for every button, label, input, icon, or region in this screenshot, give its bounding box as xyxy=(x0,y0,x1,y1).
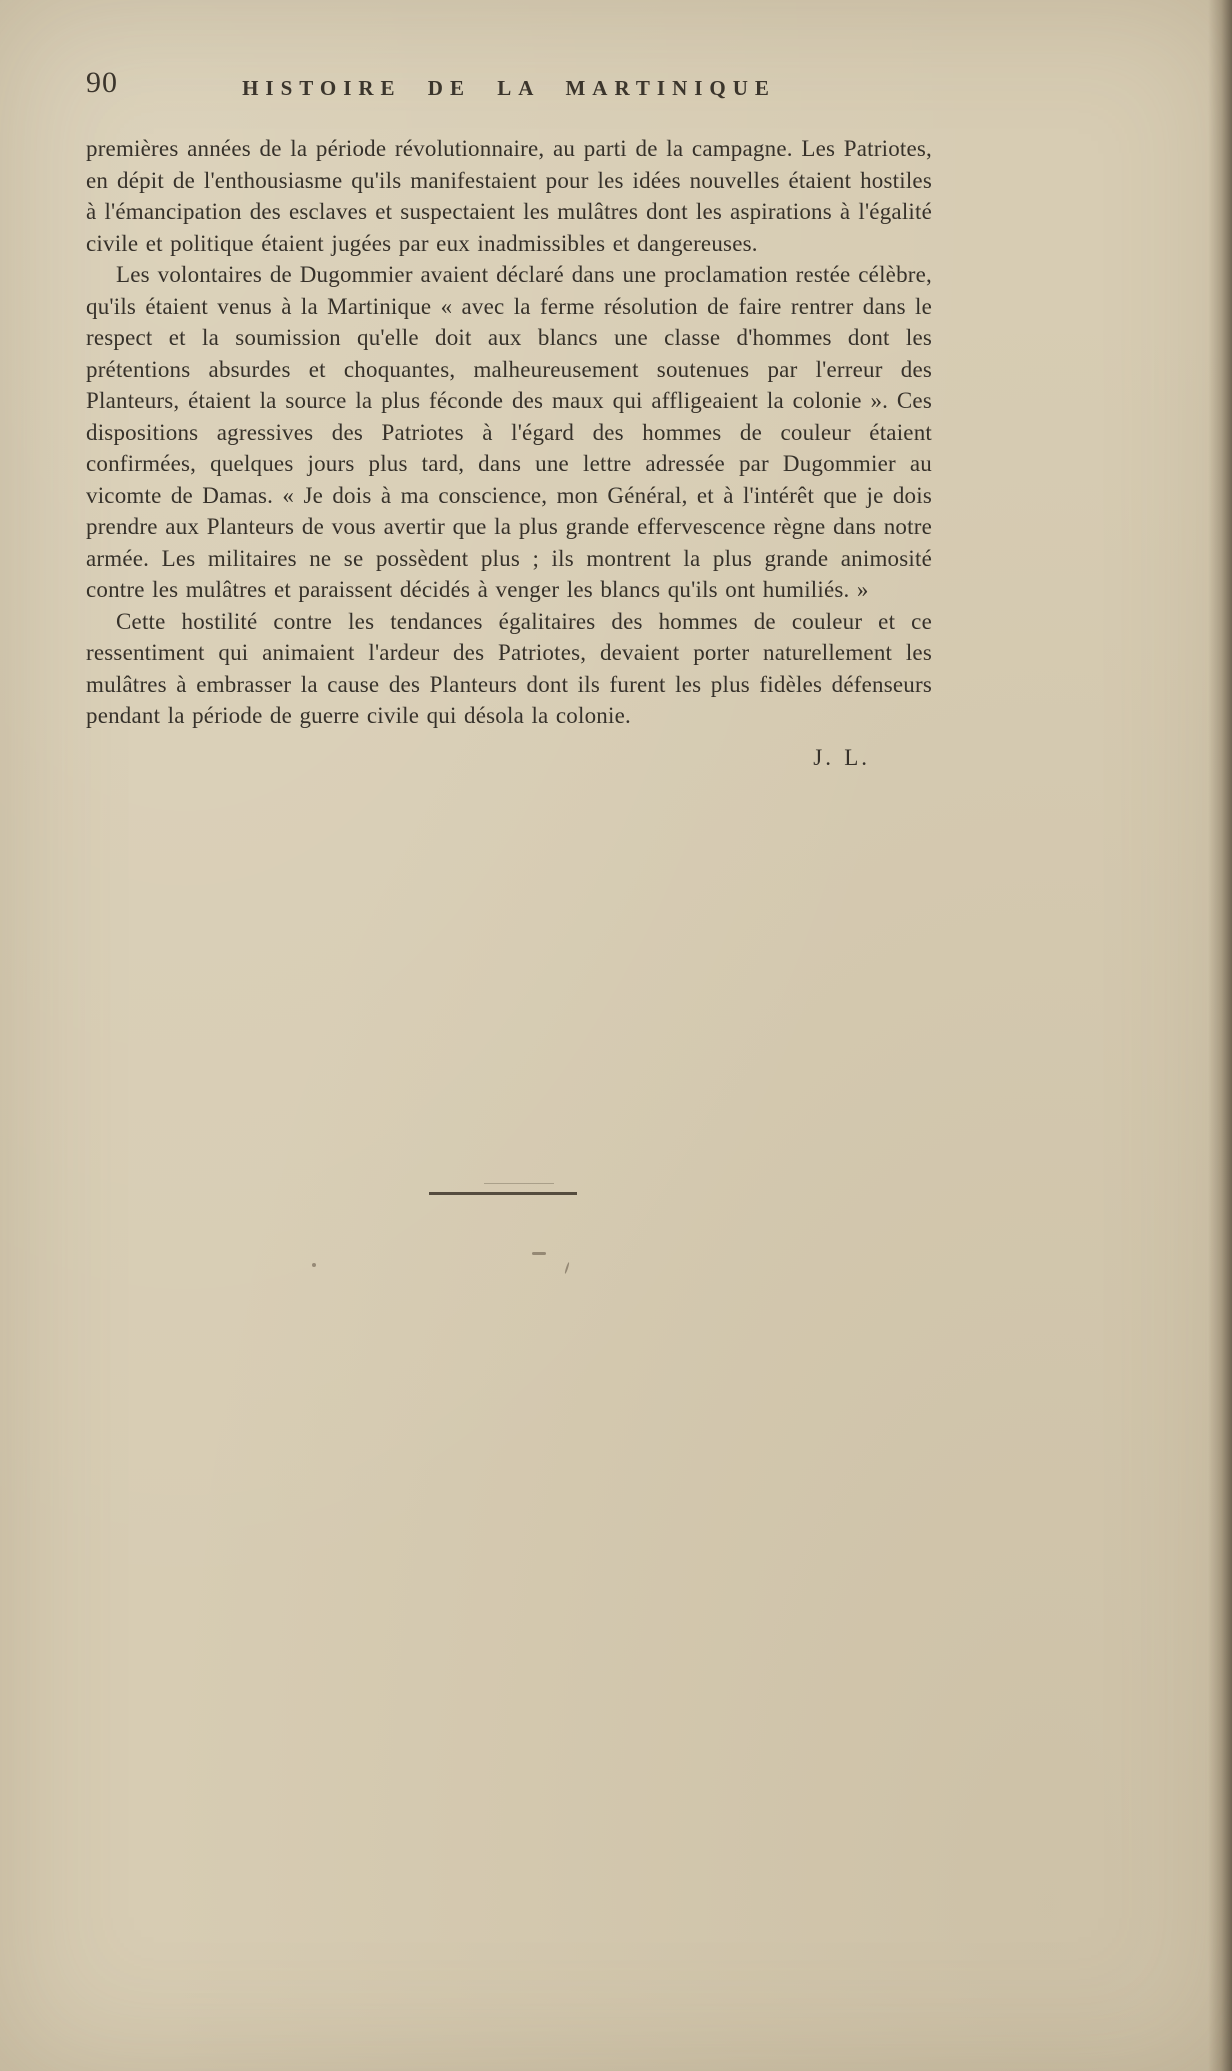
paragraph-1: premières années de la période révolutionnaire, au parti de la campagne. Les Patriotes, en dépit de l'enthousiasme qu'ils manifestaient pour les idées nouvelles étaient hostiles à l'émancipation des esclaves et suspectaient les mulâtres dont les aspirations à l'égalité civile et politique étaient jugées par eux inadmissibles et dangereuses. xyxy=(86,136,932,256)
paragraph-3: Cette hostilité contre les tendances égalitaires des hommes de couleur et ce ressentiment qui animaient l'ardeur des Patriotes, devaient porter naturellement les mulâtres à embrasser la cause des Planteurs dont ils furent les plus fidèles défenseurs pendant la période de guerre civile qui désola la colonie. xyxy=(86,608,932,728)
paragraph-2: Les volontaires de Dugommier avaient déclaré dans une proclamation restée célèbre, qu'ils étaient venus à la Martinique « avec la ferme résolution de faire rentrer dans le respect et la soumission qu'elle doit aux blancs une classe d'hommes dont les prétentions absurdes et choquantes, malheureusement soutenues par l'erreur des Planteurs, étaient la source la plus féconde des maux qui affligeaient la colonie ». Ces dispositions agressives des Patriotes à l'égard des hommes de couleur étaient confirmées, quelques jours plus tard, dans une lettre adressée par Dugommier au vicomte de Damas. « Je dois à ma conscience, mon Général, et à l'intérêt que je dois prendre aux Planteurs de vous avertir que la plus grande effervescence règne dans notre armée. Les militaires ne se possèdent plus ; ils montrent la plus grande animosité contre les mulâtres et paraissent décidés à venger les blancs qu'ils ont humiliés. » xyxy=(86,262,932,602)
page-number: 90 xyxy=(86,66,118,99)
author-initials: J. L. xyxy=(813,744,870,770)
body-text xyxy=(86,133,932,773)
page-edge-shadow xyxy=(1208,0,1232,2071)
ink-speck xyxy=(312,1263,316,1267)
ink-speck xyxy=(532,1252,546,1255)
ink-speck xyxy=(564,1262,570,1274)
running-title: HISTOIRE DE LA MARTINIQUE xyxy=(242,76,776,100)
section-divider-rule xyxy=(429,1192,577,1195)
